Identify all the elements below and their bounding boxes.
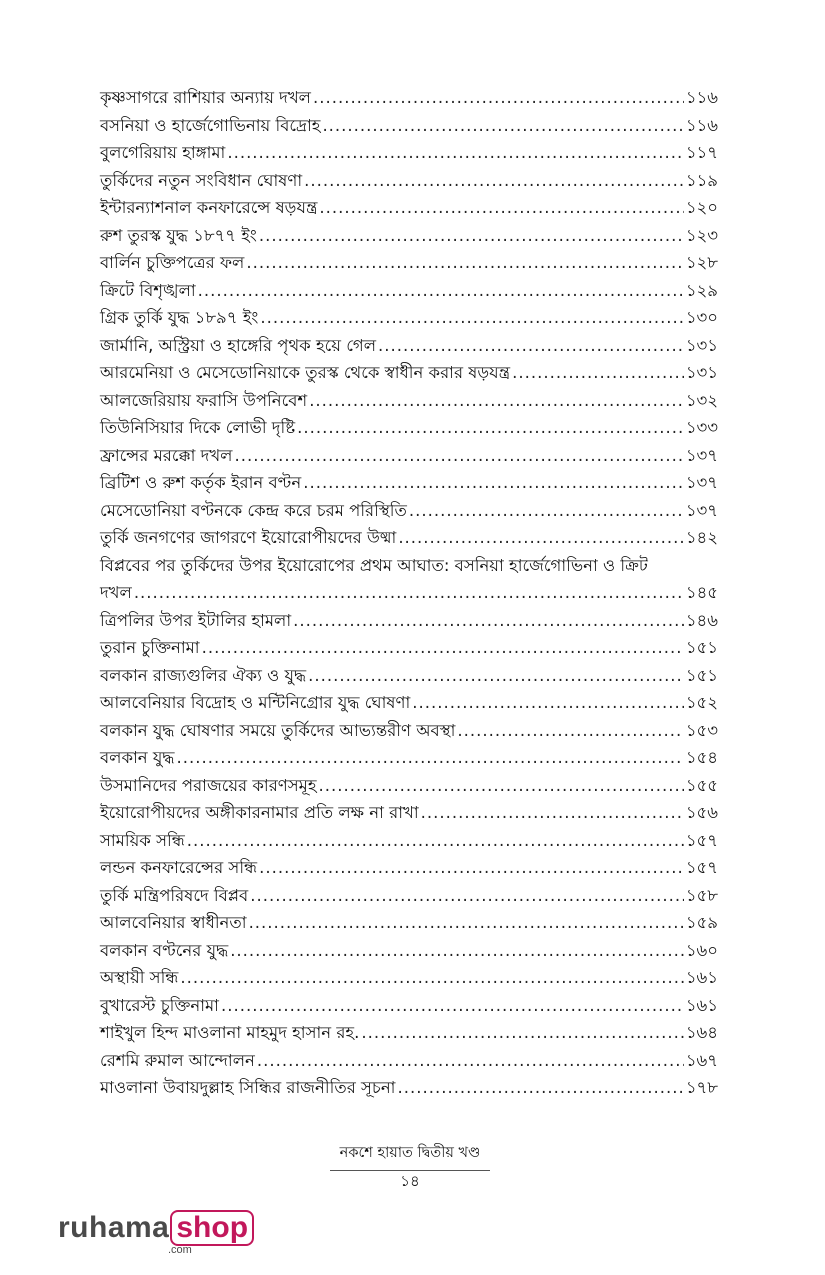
- toc-entry: [100, 909, 718, 937]
- ruhamashop-logo: [58, 1210, 254, 1256]
- dot-leader: [246, 249, 683, 277]
- toc-entry-page: ১৫৯: [685, 913, 718, 932]
- toc-entry-title: শাইখুল হিন্দ মাওলানা মাহমুদ হাসান রহ.: [100, 1023, 360, 1042]
- toc-entry-title: ত্রিপলির উপর ইটালির হামলা: [100, 610, 292, 630]
- dot-leader: [227, 139, 684, 167]
- dot-leader: [221, 992, 684, 1020]
- toc-entry: [100, 222, 718, 250]
- toc-entry: [100, 882, 718, 910]
- page-number: ১৪: [400, 1172, 420, 1190]
- toc-entry-title: রেশমি রুমাল আন্দোলন: [100, 1050, 255, 1070]
- toc-entry: [100, 1019, 718, 1047]
- toc-entry-page: ১৫৮: [685, 885, 718, 905]
- toc-entry-page: ১৫১: [685, 665, 718, 685]
- toc-entry: [100, 359, 718, 387]
- toc-entry: [100, 194, 718, 222]
- toc-entry-page: ১৩১: [685, 363, 718, 382]
- toc-entry-title: ফ্রান্সের মরক্কো দখল: [100, 445, 233, 465]
- toc-entry-page: ১৩৭: [685, 500, 718, 520]
- toc-entry-title: বুলগেরিয়ায় হাঙ্গামা: [100, 143, 226, 162]
- toc-entry: [100, 277, 718, 305]
- toc-entry-title: আলবেনিয়ার বিদ্রোহ ও মন্টিনিগ্রোর যুদ্ধ ঘোষণা: [100, 693, 411, 712]
- dot-leader: [421, 799, 684, 827]
- dot-leader: [398, 524, 684, 552]
- toc-entry-page: ১৩৩: [685, 418, 718, 437]
- toc-entry: [100, 772, 718, 800]
- logo-text-dotcom: .com: [168, 1244, 192, 1256]
- toc-entry-title: গ্রিক তুর্কি যুদ্ধ ১৮৯৭ ইং: [100, 308, 259, 327]
- toc-entry-title: তিউনিসিয়ার দিকে লোভী দৃষ্টি: [100, 418, 296, 437]
- logo-text-ruhama: ruhama: [58, 1211, 170, 1244]
- toc-entry-title: বলকান যুদ্ধ: [100, 748, 175, 767]
- toc-entry-title: ইয়োরোপীয়দের অঙ্গীকারনামার প্রতি লক্ষ না রাখা: [100, 803, 419, 822]
- toc-entry-title: উসমানিদের পরাজয়ের কারণসমূহ: [100, 775, 317, 795]
- toc-entry-title: ব্রিটিশ ও রুশ কর্তৃক ইরান বণ্টন: [100, 473, 302, 492]
- dot-leader: [313, 84, 684, 112]
- toc-entry: [100, 717, 718, 745]
- dot-leader: [319, 772, 684, 800]
- toc-entry-page: ১৫১: [685, 638, 718, 657]
- toc-entry: [100, 799, 718, 827]
- dot-leader: [303, 469, 684, 497]
- toc-entry-page: ১১৯: [685, 170, 718, 190]
- toc-entry-page: ১৬০: [685, 940, 718, 960]
- toc-entry-page: ১৩৭: [685, 445, 718, 465]
- dot-leader: [259, 854, 684, 882]
- toc-entry: [100, 139, 718, 167]
- dot-leader: [309, 387, 684, 415]
- toc-entry-title: তুর্কি জনগণের জাগরণে ইয়োরোপীয়দের উষ্মা: [100, 528, 397, 547]
- toc-entry-page: ১৫৭: [685, 830, 718, 850]
- toc-entry: [100, 634, 718, 662]
- toc-entry: [100, 414, 718, 442]
- dot-leader: [249, 909, 684, 937]
- toc-entry-title: বার্লিন চুক্তিপত্রের ফল: [100, 253, 245, 272]
- toc-entry-title: আলজেরিয়ায় ফরাসি উপনিবেশ: [100, 390, 308, 410]
- dot-leader: [512, 359, 684, 387]
- toc-entry: [100, 854, 718, 882]
- toc-entry-title: ক্রিটে বিশৃঙ্খলা: [100, 280, 196, 300]
- toc-entry-title: বলকান বণ্টনের যুদ্ধ: [100, 940, 229, 960]
- toc-entry-page: ১৪২: [685, 528, 718, 547]
- toc-entry-page: ১১৭: [685, 143, 718, 162]
- dot-leader: [361, 1019, 684, 1047]
- toc-entry-title: আরমেনিয়া ও মেসেডোনিয়াকে তুরস্ক থেকে স্বাধীন করার ষড়যন্ত্র: [100, 363, 511, 382]
- dot-leader: [409, 497, 684, 525]
- dot-leader: [297, 414, 684, 442]
- toc-entry: [100, 304, 718, 332]
- toc-entry-page: ১৬১: [685, 968, 718, 987]
- dot-leader: [250, 882, 684, 910]
- dot-leader: [412, 689, 684, 717]
- toc-entry: [100, 497, 718, 525]
- toc-entry-page: ১১৬: [685, 88, 718, 107]
- toc-entry: [100, 992, 718, 1020]
- running-footer-title: নকশে হায়াত দ্বিতীয় খণ্ড: [330, 1142, 490, 1171]
- toc-entry: [100, 469, 718, 497]
- dot-leader: [319, 194, 683, 222]
- toc-entry-page: ১৫৫: [685, 775, 718, 795]
- toc-entry-page: ১৪৬: [685, 610, 718, 630]
- dot-leader: [293, 607, 684, 635]
- toc-entry-page: ১৫৬: [685, 803, 718, 822]
- toc-entry-page: ১৬৪: [685, 1023, 718, 1042]
- toc-entry-page: ১১৬: [685, 115, 718, 135]
- toc-entry: [100, 662, 718, 690]
- toc-entry-page: ১৩৭: [685, 473, 718, 492]
- dot-leader: [177, 744, 684, 772]
- dot-leader: [322, 112, 683, 140]
- toc-entry-page: ১২০: [685, 198, 718, 217]
- toc-entry-title: সাময়িক সন্ধি: [100, 830, 185, 850]
- toc-entry-title: তুর্কিদের নতুন সংবিধান ঘোষণা: [100, 170, 303, 190]
- toc-entry: [100, 84, 718, 112]
- toc-entry: [100, 744, 718, 772]
- toc-entry-page: ১৬১: [685, 995, 718, 1015]
- toc-entry: [100, 112, 718, 140]
- dot-leader: [180, 964, 683, 992]
- toc-entry: [100, 1074, 718, 1102]
- toc-entry-page: ১৩১: [685, 335, 718, 355]
- toc-entry-title: ইন্টারন্যাশনাল কনফারেন্সে ষড়যন্ত্র: [100, 198, 318, 217]
- toc-entry: [100, 167, 718, 195]
- toc-entry: [100, 827, 718, 855]
- toc-entry-title: আলবেনিয়ার স্বাধীনতা: [100, 913, 247, 932]
- dot-leader: [198, 277, 684, 305]
- dot-leader: [304, 167, 684, 195]
- toc-entry-title: কৃষ্ণসাগরে রাশিয়ার অন্যায় দখল: [100, 88, 311, 107]
- dot-leader: [230, 937, 684, 965]
- toc-entry-wrapped-line2: [100, 579, 718, 607]
- dot-leader: [378, 332, 684, 360]
- toc-entry: [100, 1047, 718, 1075]
- dot-leader: [134, 579, 684, 607]
- toc-entry: [100, 524, 718, 552]
- toc-entry-wrapped-line1: [100, 552, 718, 580]
- toc-entry-page: ১৫৩: [685, 720, 718, 740]
- toc-entry-title: বুখারেস্ট চুক্তিনামা: [100, 995, 219, 1015]
- toc-entry-title: বিপ্লবের পর তুর্কিদের উপর ইয়োরোপের প্রথম আঘাত: বসনিয়া হার্জেগোভিনা ও ক্রিট: [100, 555, 648, 575]
- toc-entry-title: মেসেডোনিয়া বণ্টনকে কেন্দ্র করে চরম পরিস্থিতি: [100, 500, 407, 520]
- toc-entry-page: ১৩০: [685, 308, 718, 327]
- toc-entry: [100, 249, 718, 277]
- toc-entry-page: ১২৯: [685, 280, 718, 300]
- dot-leader: [259, 222, 684, 250]
- toc-entry-page: ১৭৮: [685, 1078, 718, 1097]
- toc-entry-title: তুর্কি মন্ত্রিপরিষদে বিপ্লব: [100, 885, 249, 905]
- dot-leader: [234, 442, 683, 470]
- toc-entry: [100, 332, 718, 360]
- table-of-contents: [100, 84, 718, 1102]
- toc-entry-page: ১৩২: [685, 390, 718, 410]
- toc-entry-title: বলকান রাজ্যগুলির ঐক্য ও যুদ্ধ: [100, 665, 307, 685]
- toc-entry: [100, 442, 718, 470]
- logo-text-shop: shop: [170, 1210, 254, 1246]
- toc-entry-title: মাওলানা উবায়দুল্লাহ সিন্ধির রাজনীতির সূচনা: [100, 1078, 396, 1097]
- toc-entry-title: তুরান চুক্তিনামা: [100, 638, 200, 657]
- dot-leader: [187, 827, 684, 855]
- toc-entry-title: জার্মানি, অস্ট্রিয়া ও হাঙ্গেরি পৃথক হয়ে গেল: [100, 335, 377, 355]
- dot-leader: [202, 634, 684, 662]
- toc-entry-page: ১৪৫: [685, 583, 718, 602]
- toc-entry-title: অস্থায়ী সন্ধি: [100, 968, 179, 987]
- toc-entry-title: বলকান যুদ্ধ ঘোষণার সময়ে তুর্কিদের আভ্যন্তরীণ অবস্থা: [100, 720, 456, 740]
- toc-entry: [100, 964, 718, 992]
- toc-entry-title: রুশ তুরস্ক যুদ্ধ ১৮৭৭ ইং: [100, 225, 257, 245]
- toc-entry: [100, 607, 718, 635]
- toc-entry: [100, 387, 718, 415]
- dot-leader: [260, 304, 683, 332]
- toc-entry-page: ১৬৭: [685, 1050, 718, 1070]
- dot-leader: [457, 717, 683, 745]
- toc-entry-page: ১২৩: [685, 225, 718, 245]
- toc-entry-page: ১৫২: [685, 693, 718, 712]
- dot-leader: [308, 662, 684, 690]
- toc-entry-title: বসনিয়া ও হার্জেগোভিনায় বিদ্রোহ: [100, 115, 321, 135]
- toc-entry-title: দখল: [100, 583, 132, 602]
- dot-leader: [397, 1074, 683, 1102]
- toc-entry-page: ১৫৪: [685, 748, 718, 767]
- toc-entry-page: ১২৮: [685, 253, 718, 272]
- dot-leader: [257, 1047, 684, 1075]
- toc-entry-title: লন্ডন কনফারেন্সের সন্ধি: [100, 858, 258, 877]
- toc-entry: [100, 937, 718, 965]
- toc-entry: [100, 689, 718, 717]
- toc-entry-page: ১৫৭: [685, 858, 718, 877]
